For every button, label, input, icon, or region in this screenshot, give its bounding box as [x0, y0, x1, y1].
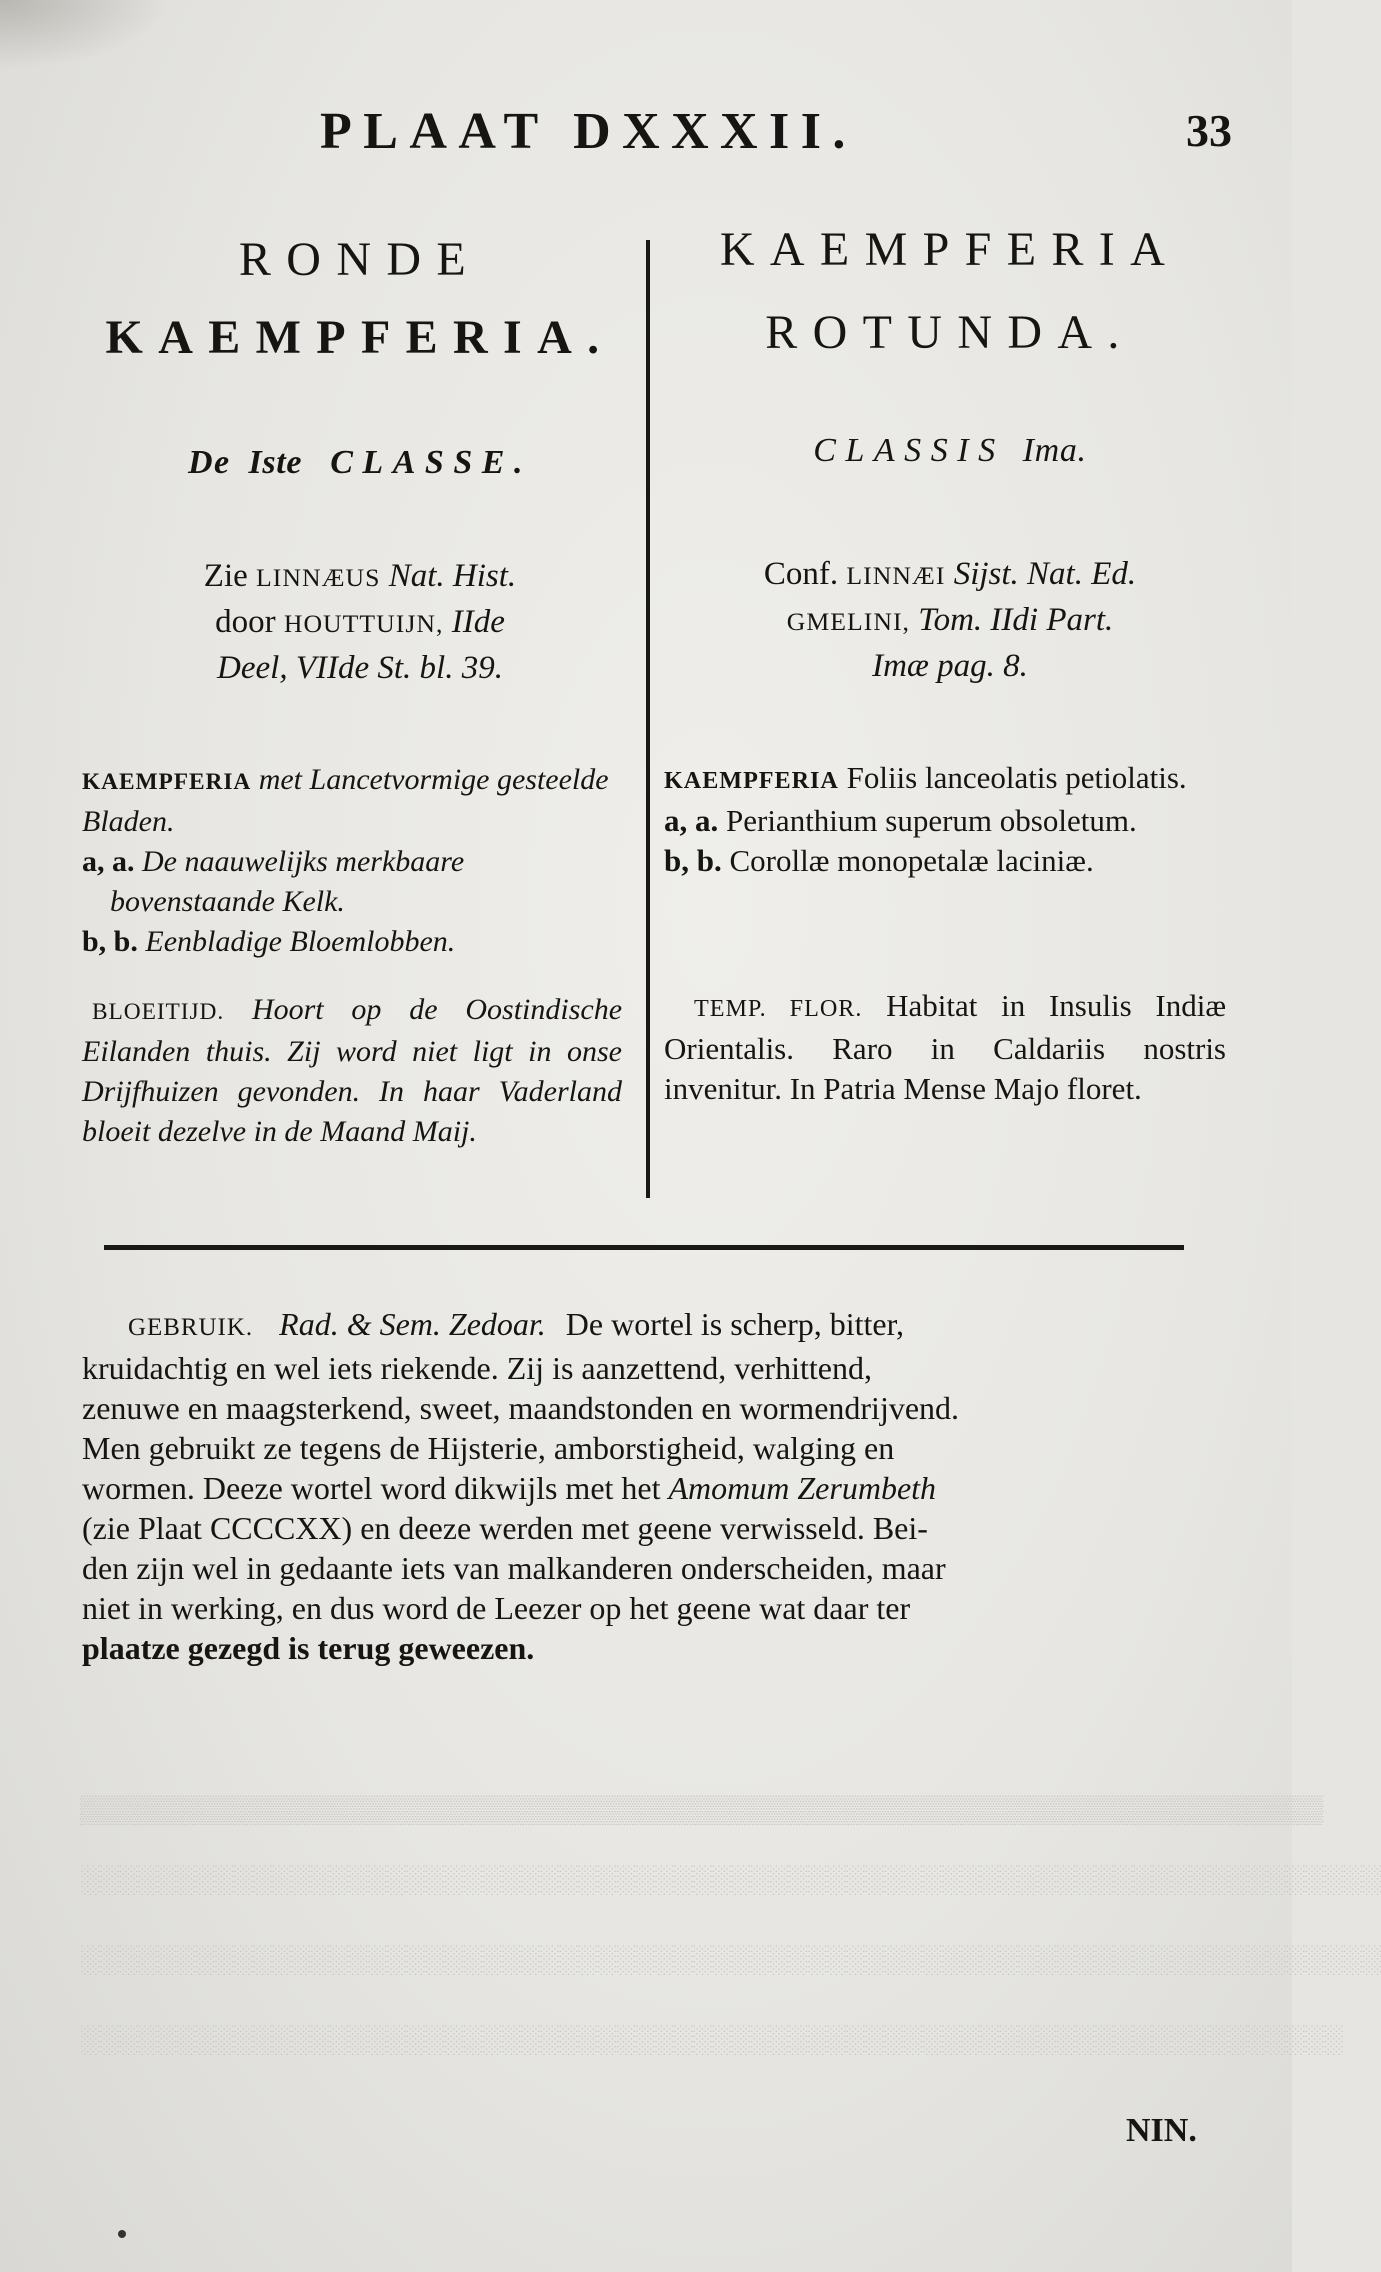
- left-description: [82, 760, 622, 962]
- usage-line4: Men gebruikt ze tegens de Hijsterie, amborstigheid, walging en: [82, 1430, 895, 1466]
- plate-title: PLAAT DXXXII.: [320, 103, 857, 160]
- left-ref-author: LINNÆUS: [256, 563, 381, 592]
- reverse-page-bleed-3: ░░░░░░░░░░░░░░░░░░░░░░░░░░░░░░░░░░░░░░░░░░░░░░░░░░░░░░░░░░░░░░░░░░░░: [80, 1944, 1381, 1974]
- usage-label: GEBRUIK.: [128, 1314, 254, 1341]
- ink-dot: [118, 2230, 126, 2238]
- usage-line9: plaatze gezegd is terug geweezen.: [82, 1630, 535, 1666]
- usage-line3: zenuwe en maagsterkend, sweet, maandstonden en wormendrijvend.: [82, 1390, 960, 1426]
- right-item-a-text: Perianthium superum obsoletum.: [726, 803, 1137, 838]
- column-divider: [646, 240, 650, 1198]
- right-classis: [660, 432, 1240, 470]
- left-name-line2: KAEMPFERIA.: [105, 311, 615, 364]
- left-classe-prefix: De: [188, 444, 231, 481]
- page-number: 33: [1186, 105, 1232, 156]
- left-ref-zie: Zie: [203, 558, 248, 594]
- left-bloeitijd: [82, 990, 622, 1152]
- right-temp-text: Habitat in Insulis Indiæ Orientalis. Raro in Caldariis nostris invenitur. In Patria Mense Majo floret.: [664, 988, 1226, 1106]
- right-item-b-text: Corollæ monopetalæ laciniæ.: [729, 843, 1094, 878]
- left-bloei-label: BLOEITIJD.: [92, 999, 225, 1025]
- usage-line7: den zijn wel in gedaante iets van malkanderen onderscheiden, maar: [82, 1550, 946, 1586]
- right-ref-author: LINNÆI: [846, 561, 946, 590]
- right-ref-conf: Conf.: [763, 556, 839, 592]
- right-description: [664, 758, 1226, 881]
- right-desc-genus: KAEMPFERIA: [664, 767, 839, 794]
- reverse-page-bleed-2: ░░░░░░░░░░░░░░░░░░░░░░░░░░░░░░░░░░░░░░░░░░░░░░░░░░░░░░░░░░░░░░░░░░░░: [80, 1864, 1381, 1894]
- right-desc-text: Foliis lanceolatis petiolatis.: [846, 760, 1187, 795]
- left-classe-word: CLASSE.: [330, 444, 532, 481]
- right-name-line2: ROTUNDA.: [765, 306, 1135, 359]
- section-rule: [104, 1245, 1184, 1250]
- usage-line1: De wortel is scherp, bitter,: [565, 1306, 904, 1342]
- left-item-a-text: De naauwelijks merkbaare bovenstaande Kelk.: [110, 845, 465, 918]
- right-ref-editor: GMELINI,: [786, 607, 911, 636]
- usage-paragraph: [82, 1304, 1210, 1668]
- usage-line6: (zie Plaat CCCCXX) en deeze werden met geene verwisseld. Bei-: [82, 1510, 928, 1546]
- usage-line5-b: Amomum Zerumbeth: [668, 1470, 937, 1506]
- left-ref-part: IIde: [451, 604, 505, 640]
- reverse-page-bleed-1: ▒▒▒▒▒▒▒▒▒▒▒▒▒▒▒▒▒▒▒▒▒▒▒▒▒▒▒▒▒▒▒▒▒▒▒▒▒▒▒▒▒▒▒▒▒▒▒▒▒▒▒▒▒▒▒▒▒▒▒▒▒▒▒▒▒: [80, 1794, 1324, 1824]
- left-reference: [80, 554, 640, 690]
- left-desc-text: met Lancetvormige gesteelde Bladen.: [82, 763, 609, 838]
- left-ref-editor: HOUTTUIJN,: [283, 609, 444, 638]
- right-ref-tome: Tom. IIdi Part.: [918, 602, 1114, 638]
- left-item-b-text: Eenbladige Bloemlobben.: [145, 925, 456, 958]
- left-bloei-text: Hoort op de Oostindische Eilanden thuis. Zij word niet ligt in onse Drijfhuizen gevonden. In haar Vaderland bloeit dezelve in de Maand Maij.: [82, 993, 623, 1148]
- page-corner-shadow: [0, 0, 170, 70]
- right-item-a-label: a, a.: [664, 803, 719, 838]
- reverse-page-bleed-4: ░░░░░░░░░░░░░░░░░░░░░░░░░░░░░░░░░░░░░░░░░░░░░░░░░░░░░░░░░░░░░░░░░░: [80, 2024, 1343, 2054]
- right-item-b-label: b, b.: [664, 843, 722, 878]
- right-temp-label: TEMP. FLOR.: [694, 995, 863, 1022]
- usage-source: Rad. & Sem. Zedoar.: [279, 1306, 546, 1342]
- left-name-line1: RONDE: [238, 233, 482, 286]
- right-classis-word: CLASSIS: [813, 432, 1005, 469]
- usage-line5-a: wormen. Deeze wortel word dikwijls met het: [82, 1470, 661, 1506]
- left-item-a-label: a, a.: [82, 845, 135, 878]
- right-ref-work: Sijst. Nat. Ed.: [953, 556, 1137, 592]
- right-ref-page: Imæ pag. 8.: [872, 648, 1028, 684]
- left-classe: [80, 444, 640, 482]
- left-desc-genus: KAEMPFERIA: [82, 769, 252, 795]
- right-name-line1: KAEMPFERIA: [719, 223, 1181, 276]
- usage-line8: niet in werking, en dus word de Leezer op het geene wat daar ter: [82, 1590, 911, 1626]
- left-classe-ordinal: Iste: [248, 444, 303, 481]
- right-temp-flor: [664, 986, 1226, 1109]
- right-classis-ordinal: Ima.: [1022, 432, 1087, 469]
- left-ref-door: door: [215, 604, 276, 640]
- right-reference: [660, 552, 1240, 688]
- left-item-b-label: b, b.: [82, 925, 138, 958]
- left-ref-work: Nat. Hist.: [388, 558, 517, 594]
- catchword: NIN.: [1126, 2112, 1197, 2149]
- left-ref-volume: Deel, VIIde St. bl. 39.: [217, 650, 503, 686]
- usage-line2: kruidachtig en wel iets riekende. Zij is aanzettend, verhittend,: [82, 1350, 872, 1386]
